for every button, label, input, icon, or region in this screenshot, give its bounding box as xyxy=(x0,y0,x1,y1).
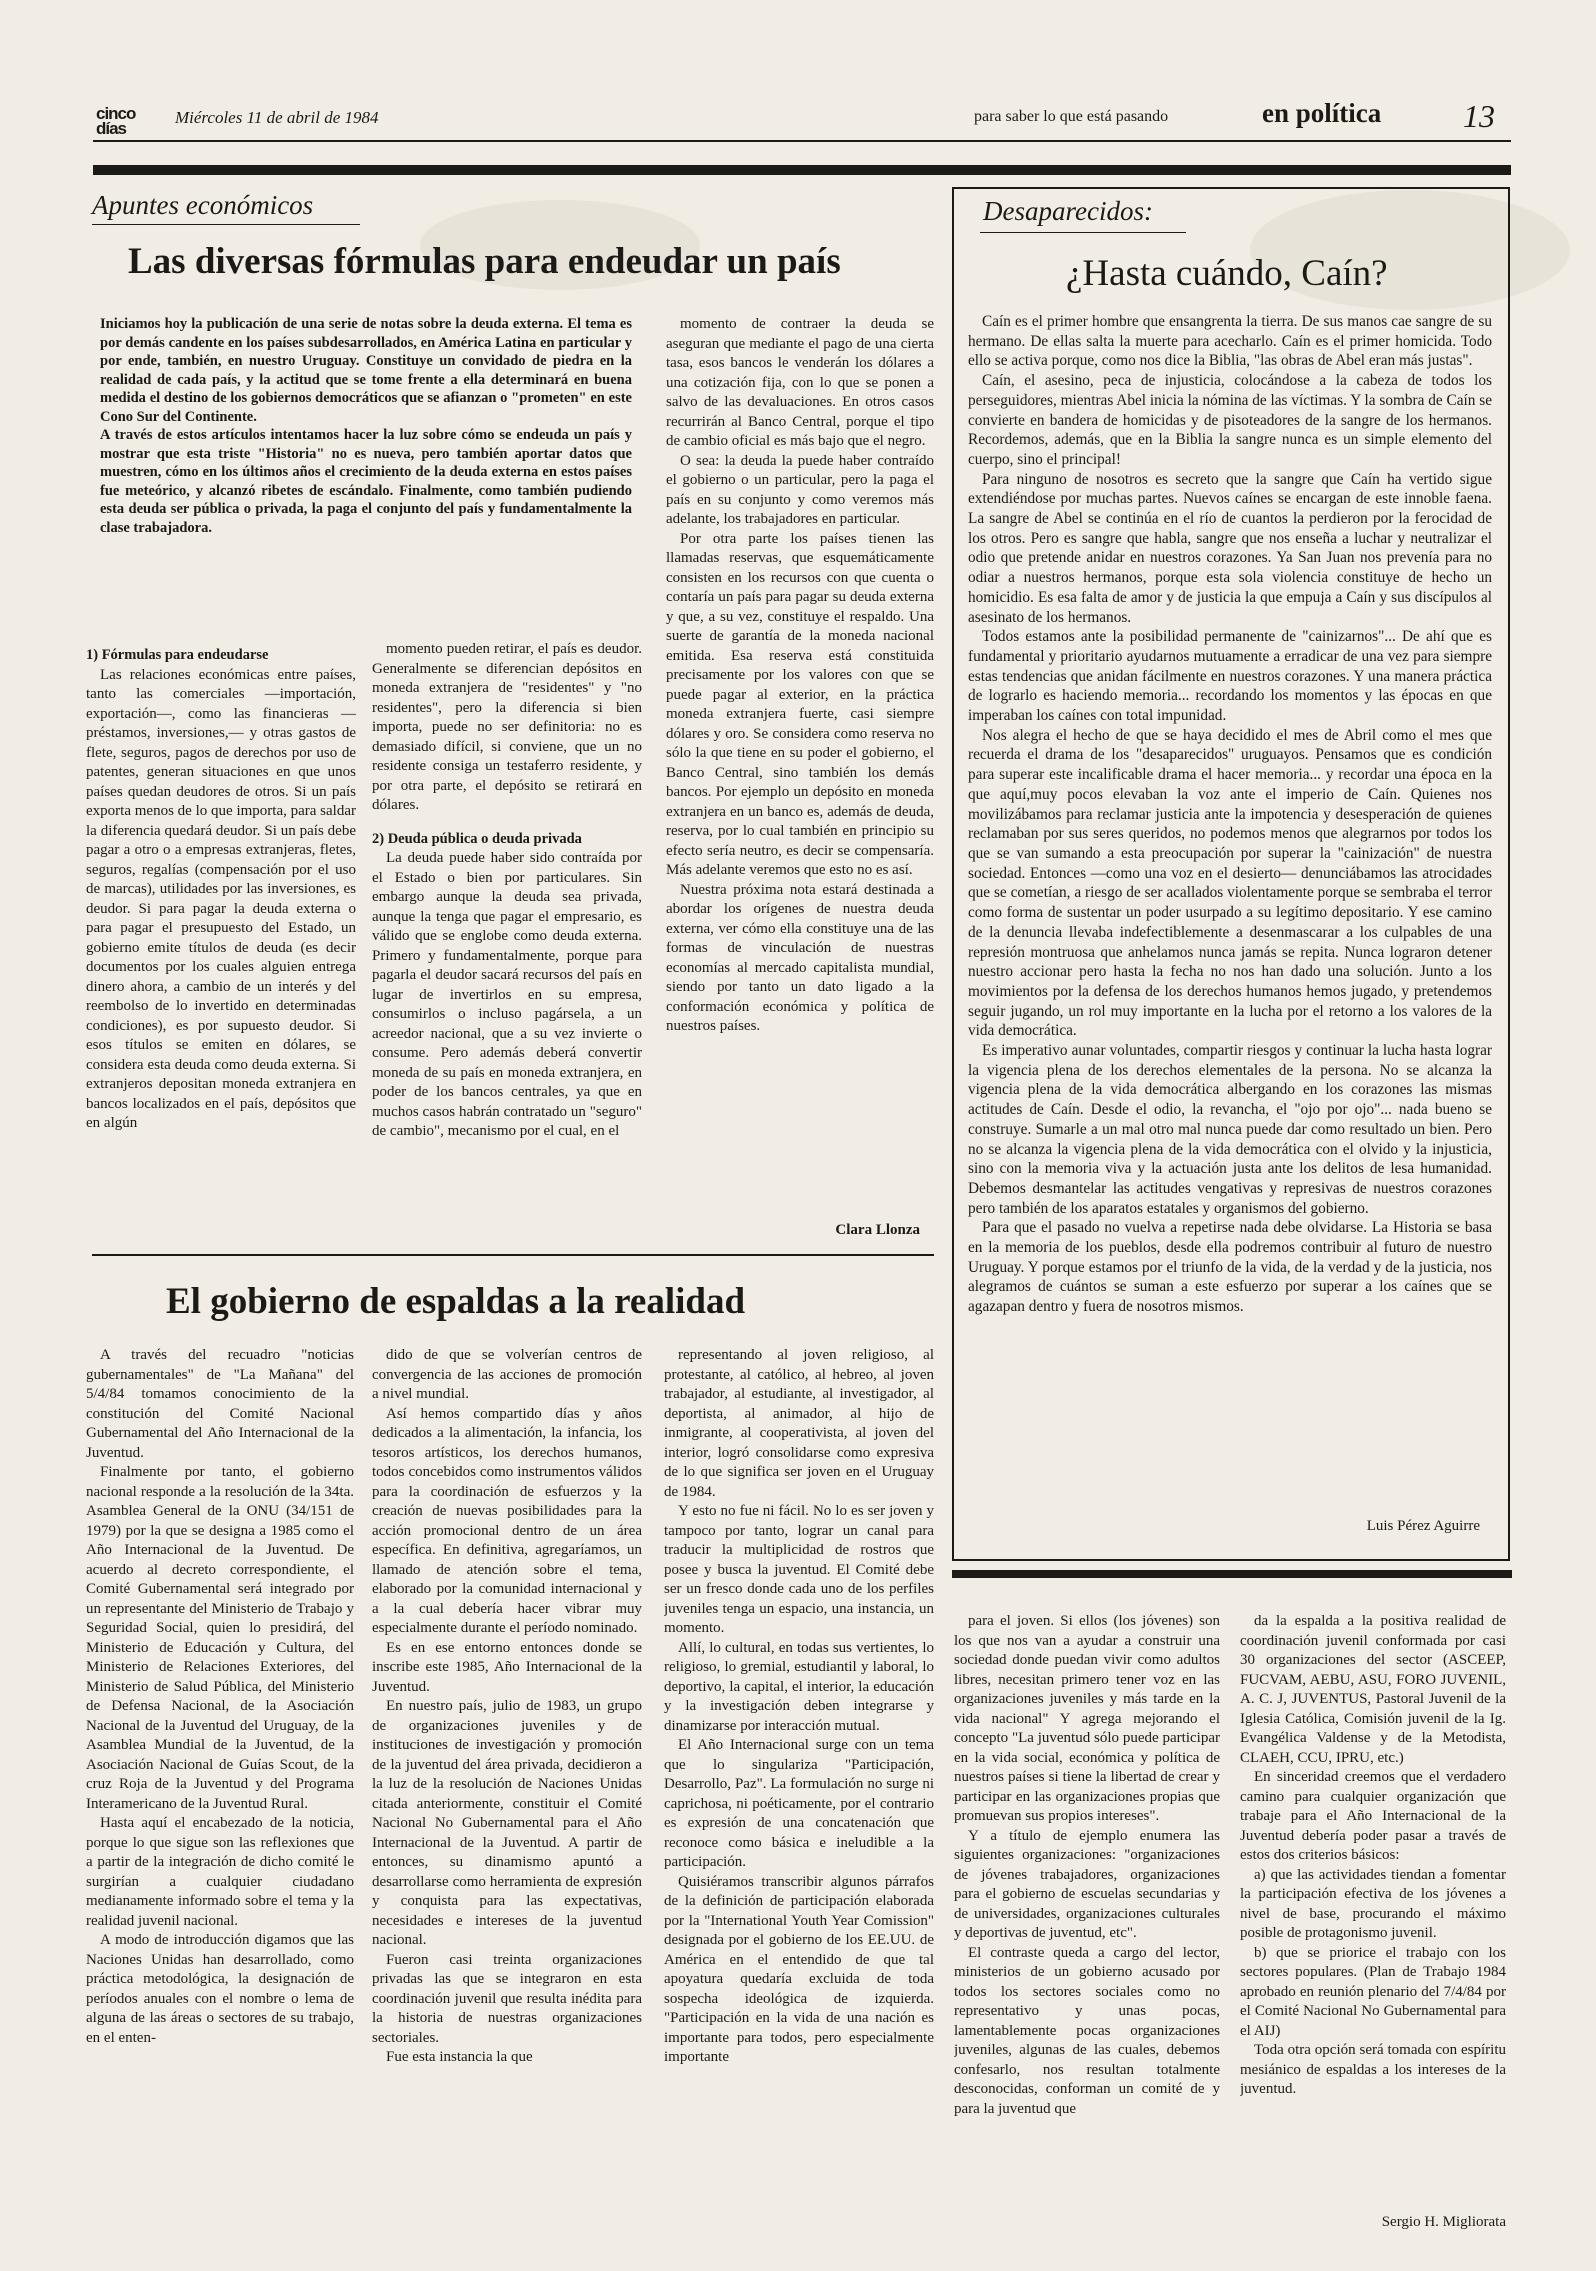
body-paragraph: Por otra parte los países tienen las llamadas reservas, que esquemáticamente consisten en los recursos con que cuenta o contaría un país para pagar su deuda externa y que, a su vez, constituye el respaldo. Una suerte de garantía de la moneda nacional emitida. Esa reserva está constituida precisamente por los valores con que se puede pagar al exterior, en la práctica moneda extranjera fuerte, casi siempre dólares y oro. Se considera como reserva no sólo la que tiene en su poder el gobierno, el Banco Central, sino también los demás bancos. Por ejemplo un depósito en moneda extranjera en un banco es, además de deuda, reserva, por lo cual también en principio su efecto sería neutro, es decir se compensaría. Más adelante veremos que esto no es así. xyxy=(666,530,934,878)
body-paragraph: a) que las actividades tiendan a fomentar la participación efectiva de los jóvenes a nivel de base, procurando el máximo posible de protagonismo juvenil. xyxy=(1240,1866,1506,1941)
body-paragraph: Allí, lo cultural, en todas sus vertientes, lo religioso, lo gremial, estudiantil y laboral, lo deportivo, la capital, el interior, la educación y la investigación deben integrarse y dinamizarse por interacción mutual. xyxy=(664,1639,934,1734)
article3-column-4 xyxy=(954,1612,1220,2236)
logo-line-2: días xyxy=(96,119,127,138)
logo-line-1: cinco xyxy=(96,104,136,123)
body-paragraph: Y a título de ejemplo enumera las siguientes organizaciones: "organizaciones de jóvenes trabajadores, organizaciones para el gobierno de escuelas secundarias y de universidades, organizaciones culturales y deportivas de juventud, etc". xyxy=(954,1827,1220,1941)
body-paragraph: representando al joven religioso, al protestante, al católico, al hebreo, al joven trabajador, al estudiante, al investigador, al deportista, al animador, al hijo de inmigrante, al cooperativista, al joven del interior, logró consolidarse como expresiva de lo que significa ser joven en el Uruguay de 1984. xyxy=(664,1347,934,1500)
body-paragraph: Todos estamos ante la posibilidad permanente de "cainizarnos"... De ahí que es fundamental y prioritario ayudarnos mutuamente a erradicar de una vez para siempre estas tendencias que anidan fácilmente en nuestros corazones. Y una manera práctica de lograrlo es haciendo memoria... recordando los momentos y las épocas en que imperaban los caínes con total impunidad. xyxy=(968,628,1492,725)
body-paragraph: Para ninguno de nosotros es secreto que la sangre que Caín ha vertido sigue extendiéndose por muchas partes. Nuevos caínes se encargan de este innoble faena. La sangre de Abel se continúa en el río de cuantos la perdieron por la ferocidad de los otros. Pero es sangre que habla, sangre que nos enseña a luchar y neutralizar el odio que pretende anidar en nuestros corazones. Ya San Juan nos prevenía para no odiar a nuestros hermanos, porque esta sola violencia constituye de hecho un homicidio. Es esa falta de amor y de justicia la que empuja a Caín y sus discípulos al asesinato de los hermanos. xyxy=(968,470,1492,626)
subhead: 1) Fórmulas para endeudarse xyxy=(86,647,269,663)
article3-column-1 xyxy=(86,1346,354,2236)
body-paragraph: A través del recuadro "noticias gubernamentales" de "La Mañana" del 5/4/84 tomamos conocimiento de la constitución del Comité Nacional Gubernamental del Año Internacional de la Juventud. xyxy=(86,1347,354,1461)
article1-headline: Las diversas fórmulas para endeudar un país xyxy=(128,241,841,282)
article1-column-1 xyxy=(86,640,356,1252)
body-paragraph: Finalmente por tanto, el gobierno nacional responde a la resolución de la 34ta. Asamblea General de la ONU (34/151 de 1979) por la que se designa a 1985 como el Año Internacional de la Juventud. De acuerdo al decreto correspondiente, el Comité Gubernamental será integrado por un representante del Ministerio de Trabajo y Seguridad Social, quien lo presidirá, del Ministerio de Educación y Cultura, del Ministerio de Relaciones Exteriores, del Ministerio de Salud Pública, del Ministerio de Defensa Nacional, de la Asociación Nacional de la Juventud del Uruguay, de la Asamblea Mundial de la Juventud, de la Asociación Nacional de Guías Scout, de la cruz Roja de la Juventud y del Programa Interamericano de la Juventud Rural. xyxy=(86,1464,354,1812)
body-paragraph: En sinceridad creemos que el verdadero camino para cualquier organización que trabaje para el Año Internacional de la Juventud debería poder pasar a través de estos dos criterios básicos: xyxy=(1240,1769,1506,1863)
masthead-tagline: para saber lo que está pasando xyxy=(974,108,1169,125)
lead-paragraph: A través de estos artículos intentamos hacer la luz sobre cómo se endeuda un país y mostrar que esta triste "Historia" no es nueva, pero también aportar datos que muestren, cómo en los últimos años el crecimiento de la deuda externa en estos países fue meteórico, y alcanzó ribetes de escándalo. Finalmente, como también pudiendo esta deuda ser pública o privada, la paga el conjunto del país y fundamentalmente la clase trabajadora. xyxy=(100,427,632,536)
body-paragraph: momento pueden retirar, el país es deudor. Generalmente se diferencian depósitos en moneda extranjera de "residentes" y "no residentes", pero la diferencia si bien importa, puede no ser definitoria: no es demasiado difícil, si conviene, que un no residente consiga un testaferro residente, y por otra parte, el depósito se retirará en dólares. xyxy=(372,641,642,813)
body-paragraph: Así hemos compartido días y años dedicados a la alimentación, la infancia, los tesoros artísticos, los derechos humanos, todos concebidos como instrumentos válidos para la coordinación de esfuerzos y la creación de nuevas posibilidades para la acción promocional dentro de un área específica. En definitiva, agregaríamos, un llamado de atención sobre el tema, elaborado por la comunidad internacional y a la cual debería hacer vibrar muy especialmente durante el período nominado. xyxy=(372,1405,642,1636)
body-paragraph: Caín es el primer hombre que ensangrenta la tierra. De sus manos cae sangre de su hermano. De ellas salta la muerte para acecharlo. Caín es el primer homicida. Todo ello se activa porque, como nos dice la Biblia, "las obras de Abel eran más justas". xyxy=(968,313,1492,370)
section-rule-thick xyxy=(952,1570,1512,1578)
article2-body xyxy=(968,312,1492,1492)
article3-headline: El gobierno de espaldas a la realidad xyxy=(166,1281,746,1322)
body-paragraph: En nuestro país, julio de 1983, un grupo de organizaciones juveniles y de instituciones de investigación y promoción de la juventud del área privada, decidieron a la luz de la resolución de Naciones Unidas citada anteriormente, constituir el Comité Nacional No Gubernamental para el Año Internacional de la Juventud. A partir de entonces, su dinamismo apuntó a desarrollarse como herramienta de expresión y conquista para las expectativas, necesidades e intereses de la juventud nacional. xyxy=(372,1698,642,1948)
body-paragraph: Hasta aquí el encabezado de la noticia, porque lo que sigue son las reflexiones que a partir de la integración de dicho comité le surgirían a cualquier ciudadano medianamente informado sobre el tema y la realidad juvenil nacional. xyxy=(86,1815,354,1929)
article1-column-2 xyxy=(372,640,642,1252)
body-paragraph: Caín, el asesino, peca de injusticia, colocándose a la cabeza de todos los perseguidores, mientras Abel inicia la nómina de las víctimas. Y la sombra de Caín se convierte en bandera de homicidas y de pisoteadores de la sangre de los hermanos. Recordemos, además, que en la Biblia la sangre nunca es un simple elemento del cuerpo, sino el principal! xyxy=(968,372,1492,468)
body-paragraph: Las relaciones económicas entre países, tanto las comerciales —importación, exportación—, como las financieras —préstamos, inversiones,— y otras gastos de flete, seguros, pagos de derechos por uso de patentes, generan situaciones en que unos países quedan deudores de otros. Si un país exporta menos de lo que importa, para saldar la diferencia quedará deudor. Si un país debe pagar a otro o a empresas extranjeras, fletes, seguros, regalías (compensación por el uso de marcas), utilidades por las inversiones, es deudor. Si para pagar la deuda externa o para pagar el presupuesto del Estado, un gobierno emite títulos de deuda (es decir documentos por los cuales alguien entrega dinero ahora, a cambio de un interés y del reembolso de lo invertido en determinadas condiciones), es por supuesto deudor. Si esos títulos se emiten en dólares, se considera esta deuda como deuda externa. Si extranjeros depositan moneda extranjera en bancos localizados en el país, depósitos que en algún xyxy=(86,666,356,1131)
kicker-underline xyxy=(92,224,360,225)
section-rule xyxy=(92,1254,934,1256)
subhead: 2) Deuda pública o deuda privada xyxy=(372,830,582,847)
article3-column-5 xyxy=(1240,1612,1506,2196)
body-paragraph: Es imperativo aunar voluntades, compartir riesgos y continuar la lucha hasta lograr la vigencia plena de los derechos elementales de la persona. No se alcanza la vigencia plena de la vida democrática albergando en los corazones las mismas actitudes de Caín. Desde el odio, la revancha, el "ojo por ojo"... nada bueno se construye. Sumarle a un mal otro mal nunca puede dar como resultado un bien. Pero no se alcanza la vigencia plena de la vida democrática con el olvido y la injusticia, sino con la memoria viva y la actuación justa ante los delitos de lesa humanidad. Debemos desmantelar las actitudes vengativas y represivas de nuestros corazones pero también de los aparatos estatales y organismos del gobierno. xyxy=(968,1042,1492,1217)
body-paragraph: Nuestra próxima nota estará destinada a abordar los orígenes de nuestra deuda externa, ver cómo ella constituye una de las formas de vinculación de nuestras economías al mercado capitalista mundial, siendo por tanto un dato ligado a la conformación económica y política de nuestros países. xyxy=(666,881,934,1034)
article1-column-3 xyxy=(666,315,934,1205)
lead-paragraph: Iniciamos hoy la publicación de una serie de notas sobre la deuda externa. El tema es por demás candente en los países subdesarrollados, en América Latina en particular y por ende, también, en nuestro Uruguay. Constituye un convidado de piedra en la realidad de cada país, y la actitud que se tome frente a ella determinará en buena medida el destino de los gobiernos democráticos que se afianzan o "prometen" en este Cono Sur del Continente. xyxy=(100,316,632,425)
article2-headline: ¿Hasta cuándo, Caín? xyxy=(1066,253,1388,294)
masthead-rule-thick xyxy=(93,165,1511,175)
body-paragraph: El contraste queda a cargo del lector, ministerios de un gobierno acusado por todos los sectores sociales como no representativo y unas pocas, lamentablemente pocas organizaciones juveniles, algunas de las cuales, debemos confesarlo, nos resultan totalmente desconocidas, conforman un comité de y para la juventud que xyxy=(954,1944,1220,2117)
article3-column-2 xyxy=(372,1346,642,2236)
body-paragraph: La deuda puede haber sido contraída por el Estado o bien por particulares. Sin embargo aunque la deuda sea privada, aunque la tenga que pagar el empresario, es válido que se englobe como deuda externa. Primero y fundamentalmente, porque para pagarla el deudor sacará recursos del país en lugar de invertirlos en su empresa, consumirlos o incluso pagársela, a un acreedor nacional, que a su vez invierte o consume. Pero además deberá convertir moneda de su país en moneda extranjera, en poder de los bancos centrales, ya que en muchos casos habrán contratado un "seguro" de cambio", mecanismo por el cual, en el xyxy=(372,850,642,1139)
body-paragraph: Fueron casi treinta organizaciones privadas las que se integraron en esta coordinación juvenil que resulta inédita para la historia de nuestras organizaciones sectoriales. xyxy=(372,1951,642,2046)
body-paragraph: momento de contraer la deuda se aseguran que mediante el pago de una cierta tasa, esos bancos le venderán los dólares a una cotización fija, con lo que se ponen a salvo de las devaluaciones. En otros casos recurrirán al Banco Central, porque el tipo de cambio oficial es más bajo que el negro. xyxy=(666,316,934,449)
body-paragraph: da la espalda a la positiva realidad de coordinación juvenil conformada por casi 30 organizaciones del sector (ASCEEP, FUCVAM, AEBU, ASU, FORO JUVENIL, A. C. J, JUVENTUS, Pastoral Juvenil de la Iglesia Católica, Comisión juvenil de la Ig. Evangélica Valdense y de la Metodista, CLAEH, CCU, IPRU, etc.) xyxy=(1240,1613,1506,1766)
masthead-rule-thin xyxy=(93,140,1511,142)
article2-signature: Luis Pérez Aguirre xyxy=(1366,1518,1480,1534)
kicker-underline xyxy=(980,232,1186,233)
body-paragraph: Nos alegra el hecho de que se haya decidido el mes de Abril como el mes que recuerda el drama de los "desaparecidos" uruguayos. Pensamos que es condición para superar este incalificable drama el hacer memoria... y recordar una época en la que aquí,muy pocos elevaban la voz ante el imperio de Caín. Quienes nos movilizábamos para reclamar justicia ante la impotencia y desesperación de quienes reclamaban por sus seres queridos, no podemos menos que alegrarnos por todos los que se van sumando a esta preocupación por superar la "cainización" de nuestra sociedad. Entonces —como una voz en el desierto— denunciábamos las atrocidades que se cometían, a riesgo de ser acallados violentamente porque se sembraba el terror como forma de sustentar un poder usurpado a su legítimo depositario. Y ese camino de la denuncia llevaba indefectiblemente a desenmascarar a los culpables de una represión montruosa que anhelamos nunca jamás se repita. Nunca lograron detener nuestro accionar pero hasta la fecha no nos han dado una solución. Junto a los movimientos por la defensa de los derechos humanos hemos jugado, y pretendemos seguir jugando, un rol muy importante en la lucha por el retorno a los valores de la vida democrática. xyxy=(968,726,1492,1040)
body-paragraph: b) que se priorice el trabajo con los sectores populares. (Plan de Trabajo 1984 aprobado en reunión plenario del 7/4/84 por el Comité Nacional No Gubernamental para el AIJ) xyxy=(1240,1944,1506,2039)
issue-date: Miércoles 11 de abril de 1984 xyxy=(175,108,379,127)
article2-kicker: Desaparecidos: xyxy=(983,196,1153,226)
article1-kicker: Apuntes económicos xyxy=(92,190,314,220)
body-paragraph: Para que el pasado no vuelva a repetirse nada debe olvidarse. La Historia se basa en la memoria de los pueblos, desde ella podremos contribuir al futuro de nuestro Uruguay. Y porque estamos por el triunfo de la vida, de la verdad y de la justicia, nos alegramos de cuántos se suman a este esfuerzo por superar a los caínes que se agazapan dentro y fuera de nosotros mismos. xyxy=(968,1219,1492,1316)
article3-column-3 xyxy=(664,1346,934,2236)
newspaper-logo xyxy=(96,106,135,136)
section-title: en política xyxy=(1262,98,1382,128)
body-paragraph: A modo de introducción digamos que las Naciones Unidas han desarrollado, como práctica metodológica, la designación de períodos anuales con el nombre o lema de alguna de las áreas o sectores de su trabajo, en el enten- xyxy=(86,1932,354,2046)
body-paragraph: Es en ese entorno entonces donde se inscribe este 1985, Año Internacional de la Juventud. xyxy=(372,1639,642,1695)
article3-signature: Sergio H. Migliorata xyxy=(1381,2214,1506,2230)
page-number: 13 xyxy=(1463,98,1495,134)
body-paragraph: Y esto no fue ni fácil. No lo es ser joven y tampoco por tanto, lograr un canal para traducir la multiplicidad de rostros que posee y busca la juventud. El Comité debe ser un fresco donde cada uno de los perfiles juveniles tenga un espacio, una instancia, un momento. xyxy=(664,1503,934,1636)
body-paragraph: El Año Internacional surge con un tema que lo singulariza "Participación, Desarrollo, Paz". La formulación no surge ni caprichosa, ni poéticamente, por el contrario es expresión de una concatenación que reconoce como básica e ineludible a la participación. xyxy=(664,1737,934,1870)
body-paragraph: dido de que se volverían centros de convergencia de las acciones de promoción a nivel mundial. xyxy=(372,1347,642,1402)
body-paragraph: Quisiéramos transcribir algunos párrafos de la definición de participación elaborada por la "International Youth Year Comission" designada por el gobierno de los EE.UU. de América en el entendido de que tal apoyatura quedaría excluida de toda sospecha ideológica de izquierda. "Participación en la vida de una nación es importante para todos, pero especialmente importante xyxy=(664,1873,934,2065)
article1-signature: Clara Llonza xyxy=(835,1222,920,1238)
article1-lead xyxy=(100,315,632,537)
body-paragraph: Toda otra opción será tomada con espíritu mesiánico de espaldas a los intereses de la juventud. xyxy=(1240,2042,1506,2097)
body-paragraph: para el joven. Si ellos (los jóvenes) son los que nos van a ayudar a construir una sociedad donde puedan vivir como adultos libres, necesitan primero tener voz en las organizaciones juveniles y más tarde en la vida nacional" Y agrega mejorando el concepto "La juventud sólo puede participar en la vida social, económica y política de nuestros países si tiene la libertad de crear y participar en las organizaciones propias que promuevan sus propios intereses". xyxy=(954,1613,1220,1824)
body-paragraph: O sea: la deuda la puede haber contraído el gobierno o un particular, pero la paga el país en su conjunto y como veremos más adelante, los trabajadores en particular. xyxy=(666,452,934,527)
body-paragraph: Fue esta instancia la que xyxy=(386,2049,533,2065)
